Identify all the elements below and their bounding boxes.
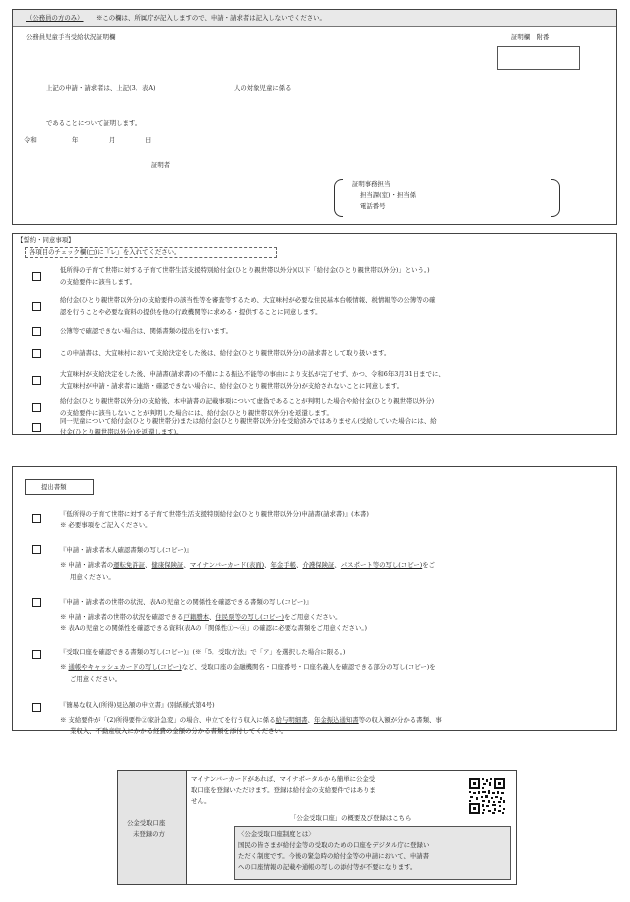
agreement-checkbox-7[interactable] [32, 423, 41, 432]
contact-line: 担当課(室)・担当係 [360, 191, 417, 199]
agreement-checkbox-1[interactable] [32, 272, 41, 281]
kouhi-text-line: 取口座を登録いただけます。登録は給付金の支給要件ではありま [191, 786, 376, 794]
kouhi-text-line: せん。 [191, 797, 211, 805]
contact-bracket-left [334, 179, 343, 217]
agreement-item-line: の支給要件に該当しないことが判明した場合には、給付金(ひとり親世帯以外分)を返還します。 [60, 409, 333, 417]
official-only-label: （公務員の方のみ） [26, 14, 84, 22]
document-note: ご用意ください。 [70, 675, 122, 683]
official-header-note: ※この欄は、所属庁が記入しますので、申請・請求者は記入しないでください。 [96, 14, 326, 22]
documents-title: 提出書類 [41, 483, 67, 491]
document-title: 『受取口座を確認できる書類の写し(コピー)』(※「5．受取方法」で「ア」を選択した場合に限る。) [60, 648, 346, 656]
agreement-item-line: 認を行うことや必要な資料の提供を他の行政機関等に求める・提供することに同意します。 [60, 308, 322, 316]
kouhi-text-line: マイナンバーカードがあれば、マイナポータルから簡単に公金受 [191, 775, 376, 783]
document-note: ※ 表Aの児童との関係性を確認できる資料(表Aの「関係性①～④」の確認に必要な書類をご用意ください。) [60, 624, 368, 632]
kouhi-link[interactable]: 「公金受取口座」の概要及び登録はこちら [290, 814, 412, 822]
kouhi-label: 未登録の方 [133, 830, 165, 838]
contact-line: 証明事務担当 [352, 180, 391, 188]
document-checkbox-3[interactable] [32, 598, 41, 607]
document-checkbox-1[interactable] [32, 514, 41, 523]
official-statement-line1a: 上記の申請・請求者は、上記(3．表A) [46, 84, 156, 92]
cert-number-label: 証明欄 附番 [511, 33, 550, 41]
agreement-item-line: 給付金(ひとり親世帯以外分)の支給要件の該当性等を審査等するため、大宜味村が必要な住民基本台帳情報、税情報等の公簿等の確 [60, 296, 436, 304]
agreement-item-line: この申請書は、大宜味村において支給決定をした後は、給付金(ひとり親世帯以外分)の請求書として取り扱います。 [60, 349, 391, 357]
certifier-label: 証明者 [151, 161, 171, 169]
agreement-checkbox-6[interactable] [32, 403, 41, 412]
kouhi-system-line: 国民の皆さまが給付金等の受取のための口座をデジタル庁に登録い [238, 841, 430, 849]
agreement-checkbox-5[interactable] [32, 376, 41, 385]
agreement-item-line: 大宜味村が申請・請求者に連絡・確認できない場合に、給付金(ひとり親世帯以外分)が支給されないことに同意します。 [60, 382, 404, 390]
official-title: 公務員児童手当受給状況証明欄 [26, 33, 116, 41]
document-title: 『申請・請求者の世帯の状況、表Aの児童との関係性を確認できる書類の写し(コピー)』 [60, 598, 313, 606]
document-note: ※ 通帳やキャッシュカードの写し(コピー)など、受取口座の金融機関名・口座番号・口座名義人を確認できる部分の写し(コピー)を [60, 663, 436, 671]
date-era: 令和 [24, 136, 37, 144]
document-checkbox-4[interactable] [32, 650, 41, 659]
contact-line: 電話番号 [360, 202, 386, 210]
agreement-item-line: 付金(ひとり親世帯以外分)を返還します)。 [60, 428, 183, 436]
agreement-item-line: 公簿等で確認できない場合は、関係書類の提出を行います。 [60, 327, 233, 335]
document-title: 『低所得の子育て世帯に対する子育て世帯生活支援特別給付金(ひとり親世帯以外分)申請書(請求書)』(本書) [60, 510, 369, 518]
agreement-checkbox-2[interactable] [32, 302, 41, 311]
document-note: ※ 必要事項をご記入ください。 [60, 521, 152, 529]
kouhi-label-cell [118, 771, 187, 884]
agreement-item-line: 大宜味村が支給決定をした後、申請書(請求書)の不備による振込不能等の事由により支払が完了せず、かつ、令和6年3月31日までに、 [60, 370, 445, 378]
date-day: 日 [145, 136, 152, 144]
document-note: ※ 申請・請求者の世帯の状況を確認できる戸籍謄本、住民票等の写し(コピー)をご用意ください。 [60, 613, 342, 621]
document-note: 用意ください。 [70, 573, 115, 581]
contact-bracket-right [551, 179, 560, 217]
agreement-checkbox-4[interactable] [32, 349, 41, 358]
official-statement-line2: であることについて証明します。 [46, 119, 142, 127]
qr-code-icon[interactable] [468, 777, 506, 815]
agreement-item-line: 給付金(ひとり親世帯以外分)の支給後、本申請書の記載事項について虚偽であることが判明した場合や給付金(ひとり親世帯以外分) [60, 397, 435, 405]
date-year: 年 [72, 136, 79, 144]
agreement-checkbox-3[interactable] [32, 327, 41, 336]
document-note: 業収入、不動産収入にかかる経費の金額の分かる書類を添付してください。 [70, 727, 288, 735]
document-note: ※ 支給要件が「(2)所得要件②家計急変」の場合、申立てを行う収入に係る給与明細書、年金振込通知書等の収入額が分かる書類、事 [60, 716, 442, 724]
agreement-item-line: 低所得の子育て世帯に対する子育て世帯生活支援特別給付金(ひとり親世帯以外分)(以下「給付金(ひとり親世帯以外分)」という。) [60, 266, 430, 274]
document-note: ※ 申請・請求者の運転免許証、健康保険証、マイナンバーカード(表面)、年金手帳、介護保険証、パスポート等の写し(コピー)をご [60, 561, 435, 569]
kouhi-system-line: への口座情報の記載や通帳の写しの添付等が不要になります。 [238, 863, 417, 871]
document-checkbox-2[interactable] [32, 545, 41, 554]
agreement-instruction: 各項目のチェック欄(□)に『レ』を入れてください。 [29, 248, 181, 256]
kouhi-system-title: 〈公金受取口座制度とは〉 [238, 830, 315, 838]
agreement-item-line: の支給要件に該当します。 [60, 278, 137, 286]
agreement-title: 【誓約・同意事項】 [17, 236, 75, 244]
document-title: 『簡易な収入(所得)見込額の申立書』(別紙様式第4号) [60, 701, 215, 709]
document-title: 『申請・請求者本人確認書類の写し(コピー)』 [60, 546, 193, 554]
document-checkbox-5[interactable] [32, 703, 41, 712]
kouhi-system-line: ただく制度です。今後の緊急時の給付金等の申請において、申請書 [238, 852, 430, 860]
cert-number-field[interactable] [497, 46, 580, 70]
date-month: 月 [109, 136, 116, 144]
agreement-item-line: 同一児童について給付金(ひとり親世帯分)または給付金(ひとり親世帯以外分)を受給済みではありません(受給していた場合には、給 [60, 417, 437, 425]
official-statement-line1b: 人の対象児童に係る [234, 84, 292, 92]
kouhi-label: 公金受取口座 [127, 819, 166, 827]
